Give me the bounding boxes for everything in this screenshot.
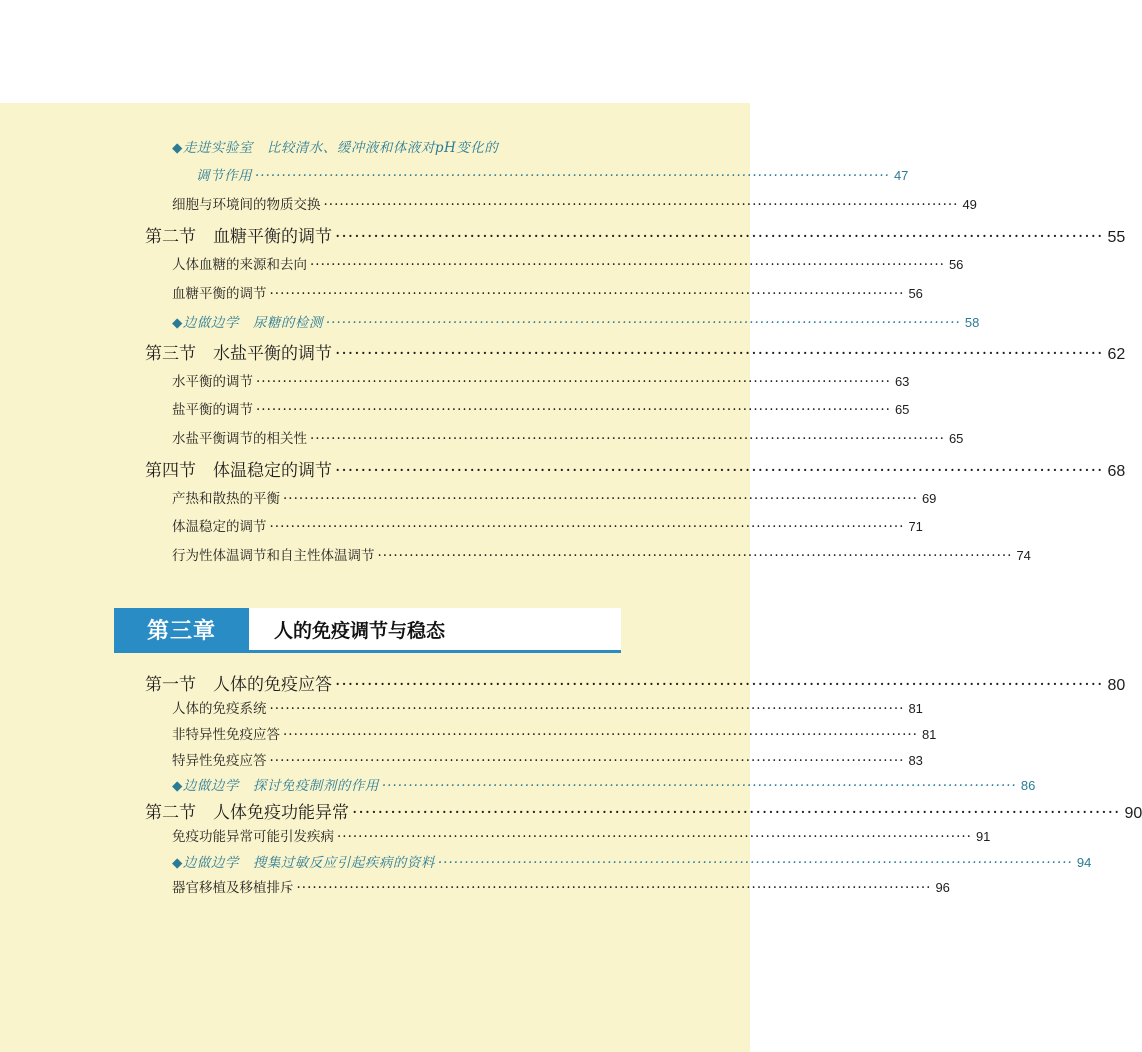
leader-dots: ························································································································ <box>256 402 891 418</box>
toc-subsection[interactable] <box>172 723 937 743</box>
toc-page-number: 65 <box>894 402 910 417</box>
leader-dots: ························································································································ <box>269 519 905 535</box>
leader-dots: ························································································································ <box>269 701 905 717</box>
toc-subsection[interactable] <box>172 487 937 507</box>
leader-dots: ························································································································ <box>325 315 961 331</box>
toc-entry-title: 第二节 人体免疫功能异常 <box>145 803 349 823</box>
toc-activity[interactable] <box>172 774 1036 794</box>
toc-entry-title: 第四节 体温稳定的调节 <box>145 461 332 481</box>
toc-subsection[interactable] <box>172 253 964 273</box>
leader-dots: ························································································································ <box>377 548 1013 564</box>
toc-entry-title: ◆边做边学 尿糖的检测 <box>172 315 323 331</box>
toc-page-number: 62 <box>1107 346 1126 363</box>
toc-subsection[interactable] <box>172 697 923 717</box>
leader-dots: ························································································································ <box>335 344 1104 364</box>
toc-activity-head[interactable]: ◆走进实验室 比较清水、缓冲液和体液对pH变化的 <box>172 140 499 156</box>
toc-page-number: 96 <box>935 880 950 895</box>
toc-subsection[interactable] <box>172 515 923 535</box>
toc-entry-title: 水平衡的调节 <box>172 374 253 390</box>
toc-entry-title: 器官移植及移植排斥 <box>172 880 294 896</box>
toc-subsection[interactable] <box>172 282 923 302</box>
leader-dots: ························································································································ <box>337 829 972 845</box>
toc-subsection[interactable] <box>172 427 964 447</box>
toc-section[interactable] <box>145 798 1142 823</box>
leader-dots: ························································································································ <box>310 431 945 447</box>
toc-page-number: 94 <box>1076 855 1092 870</box>
toc-page-number: 83 <box>908 753 923 768</box>
toc-entry-title: ◆边做边学 搜集过敏反应引起疾病的资料 <box>172 855 435 871</box>
toc-page-number: 47 <box>893 168 909 183</box>
toc-subsection[interactable] <box>172 825 991 845</box>
toc-page-number: 63 <box>894 374 910 389</box>
toc-page-number: 69 <box>921 491 937 506</box>
leader-dots: ························································································································ <box>256 374 891 390</box>
toc-subsection[interactable] <box>172 398 910 418</box>
leader-dots: ························································································································ <box>283 491 918 507</box>
toc-entry-title: 第二节 血糖平衡的调节 <box>145 227 332 247</box>
toc-entry-title: 人体血糖的来源和去向 <box>172 257 307 273</box>
leader-dots: ························································································································ <box>310 257 945 273</box>
toc-entry-title: 第三节 水盐平衡的调节 <box>145 344 332 364</box>
toc-subsection[interactable] <box>172 193 977 213</box>
toc-page-number: 81 <box>908 701 923 716</box>
toc-page-number: 80 <box>1107 677 1126 694</box>
chapter-heading[interactable] <box>114 608 621 653</box>
toc-page-number: 58 <box>964 315 980 330</box>
leader-dots: ························································································································ <box>335 227 1104 247</box>
toc-page-number: 55 <box>1107 229 1126 246</box>
toc-page-number: 68 <box>1107 463 1126 480</box>
leader-dots: ························································································································ <box>269 753 905 769</box>
toc-page-number: 86 <box>1020 778 1036 793</box>
toc-activity[interactable] <box>172 311 980 331</box>
toc-page-number: 71 <box>908 519 923 534</box>
toc-entry-title: 调节作用 <box>196 168 252 184</box>
toc-entry-title: 免疫功能异常可能引发疾病 <box>172 829 334 845</box>
toc-subsection[interactable] <box>172 749 923 769</box>
toc-subsection[interactable] <box>172 370 910 390</box>
toc-subsection[interactable] <box>172 876 950 896</box>
toc-page-number: 56 <box>908 286 923 301</box>
toc-page-number: 90 <box>1124 805 1142 822</box>
toc-entry-title: 行为性体温调节和自主性体温调节 <box>172 548 375 564</box>
toc-entry-title: 产热和散热的平衡 <box>172 491 280 507</box>
toc-entry-title: 非特异性免疫应答 <box>172 727 280 743</box>
toc-activity[interactable] <box>172 851 1092 871</box>
toc-entry-title: 特异性免疫应答 <box>172 753 267 769</box>
chapter-number: 第三章 <box>114 608 249 650</box>
leader-dots: ························································································································ <box>255 168 890 184</box>
leader-dots: ························································································································ <box>335 675 1104 695</box>
toc-entry-title: 水盐平衡调节的相关性 <box>172 431 307 447</box>
toc-section[interactable] <box>145 222 1126 247</box>
toc-subsection[interactable] <box>172 544 1031 564</box>
leader-dots: ························································································································ <box>296 880 932 896</box>
toc-entry-title: 人体的免疫系统 <box>172 701 267 717</box>
toc-section[interactable] <box>145 670 1126 695</box>
leader-dots: ························································································································ <box>437 855 1073 871</box>
toc-entry-title: 血糖平衡的调节 <box>172 286 267 302</box>
toc-page-number: 74 <box>1016 548 1031 563</box>
toc-entry-title: 盐平衡的调节 <box>172 402 253 418</box>
toc-section[interactable] <box>145 456 1126 481</box>
toc-page-number: 81 <box>921 727 937 742</box>
chapter-title: 人的免疫调节与稳态 <box>274 619 446 642</box>
toc-entry-title: 第一节 人体的免疫应答 <box>145 675 332 695</box>
toc-section[interactable] <box>145 339 1126 364</box>
toc-entry-title: ◆边做边学 探讨免疫制剂的作用 <box>172 778 379 794</box>
leader-dots: ························································································································ <box>381 778 1017 794</box>
leader-dots: ························································································································ <box>283 727 918 743</box>
leader-dots: ························································································································ <box>269 286 905 302</box>
toc-page-number: 56 <box>948 257 964 272</box>
toc-activity[interactable] <box>196 164 909 184</box>
toc-page-number: 49 <box>962 197 977 212</box>
toc-page-number: 65 <box>948 431 964 446</box>
leader-dots: ························································································································ <box>335 461 1104 481</box>
toc-page-number: 91 <box>975 829 991 844</box>
leader-dots: ························································································································ <box>352 803 1121 823</box>
toc-entry-title: 体温稳定的调节 <box>172 519 267 535</box>
toc-entry-title: 细胞与环境间的物质交换 <box>172 197 321 213</box>
leader-dots: ························································································································ <box>323 197 959 213</box>
